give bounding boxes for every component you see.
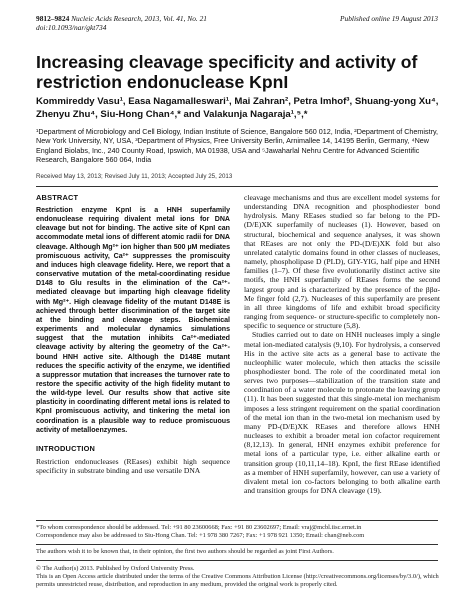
intro-paragraph-2: Studies carried out to date on HNH nucleases imply a single metal ion-mediated catalysis (9,10). For hydrolysis, a conserved His in the active site acts as a general base to activate the nucleophilic water molecule, which then attacks the scissile phosphodiester bond. The role of the coordinated metal ion serves two purposes—stabilization of the transition state and coordination of a water molecule to protonate the leaving group (11). It has been suggested that this single-metal ion mechanism imposes a less stringent requirement on the spatial coordination of the metal ion than in the two-metal ion mechanism used by many PD-(D/E)XK REases and therefore allows HNH nucleases to exhibit a broader metal ion cofactor requirement (8,12,13). In general, HNH enzymes exhibit preference for metal ions of a particular type, i.e. either alkaline earth or transition group (10,11,14–18). KpnI, the first REase identified as a member of HNH superfamily, however, can use a variety of divalent metal ion co-factors belonging to both alkaline earth and transition groups for DNA cleavage (19). [244,330,440,495]
correspondence-2: Correspondence may also be addressed to Siu-Hong Chan. Tel: +1 978 380 7267; Fax: +1 978 921 1350; Email: chan@neb.com [36,532,365,539]
submission-dates: Received May 13, 2013; Revised July 11, 2013; Accepted July 25, 2013 [36,173,233,180]
left-column [36,193,230,475]
published-date: Published online 19 August 2013 [340,14,438,23]
journal-name: Nucleic Acids Research, 2013, Vol. 41, No. 21 [69,14,207,23]
correspondence-notes [36,524,444,540]
journal-citation [36,14,207,32]
copyright-line: © The Author(s) 2013. Published by Oxford University Press. [36,565,195,572]
footnote-divider [36,520,438,521]
journal-header [36,14,438,32]
introduction-text: Restriction endonucleases (REases) exhibit high sequence specificity in substrate binding and use versatile DNA [36,456,230,476]
author-list: Kommireddy Vasu¹, Easa Nagamalleswari¹, Mai Zahran², Petra Imhof³, Shuang-yong Xu⁴, Zhenyu Zhu⁴, Siu-Hong Chan⁴,* and Valakunja Nagaraja¹,⁵,* [36,96,439,120]
author-note [36,548,444,556]
header-divider [36,186,438,187]
abstract-text: Restriction enzyme KpnI is a HNH superfamily endonuclease requiring divalent metal ions for DNA cleavage but not for binding. The active site of KpnI can accommodate metal ions of different atomic radii for DNA cleavage. Although Mg²⁺ ion higher than 500 µM mediates promiscuous activity, Ca²⁺ suppresses the promiscuity and induces high cleavage fidelity. Here, we report that a conservative mutation of the metal-coordinating residue D148 to Glu results in the elimination of the Ca²⁺-mediated cleavage but imparting high cleavage fidelity with Mg²⁺. High cleavage fidelity of the mutant D148E is achieved through better discrimination of the target site at the binding and cleavage steps. Biochemical experiments and molecular dynamics simulations suggest that the mutation inhibits Ca²⁺-mediated cleavage activity by altering the geometry of the Ca²⁺-bound HNH active site. Although the D148E mutant reduces the specific activity of the enzyme, we identified a suppressor mutation that increases the turnover rate to restore the specific activity of the high fidelity mutant to the wild-type level. Our results show that active site plasticity in coordinating different metal ions is related to KpnI promiscuous activity, and tinkering the metal ion coordination is a plausible way to reduce promiscuous activity of metalloenzymes. [36,207,230,434]
correspondence-1: *To whom correspondence should be addressed. Tel: +91 80 23600668; Fax: +91 80 23602697; Email: vraj@mcbl.iisc.ernet.in [36,524,362,531]
footnote-divider-2 [36,544,438,545]
joint-first-authors-note: The authors wish it to be known that, in their opinion, the first two authors should be regarded as joint First Authors. [36,548,334,555]
affiliations: ¹Department of Microbiology and Cell Biology, Indian Institute of Science, Bangalore 560 012, India, ²Department of Chemistry, New York University, NY, USA, ³Department of Physics, Free University Berlin, Arnimallee 14, 14195 Berlin, Germany, ⁴New England Biolabs, Inc., 240 County Road, Ipswich, MA 01938, USA and ⁵Jawaharlal Nehru Centre for Advanced Scientific Research, Bangalore 560 064, India [36,127,439,164]
footnote-divider-3 [36,560,438,561]
right-column [244,193,440,495]
doi: doi:10.1093/nar/gkt734 [36,23,107,32]
abstract-heading: ABSTRACT [36,193,79,202]
intro-paragraph-1: cleavage mechanisms and thus are excellent model systems for understanding DNA recognition and phosphodiester bond hydrolysis. Many REases studied so far belong to the PD-(D/E)XK superfamily of nucleases (1). However, based on structural, biochemical and sequence analyses, it was shown that REases are not only the PD-(D/E)XK fold but also unrelated catalytic domains found in other classes of nucleases, namely, phospholipase D (PLD), GIY-YIG, half pipe and HNH families (1–7). Of these five evolutionarily distinct active site motifs, the HNH superfamily of REases forms the second largest group and is characterized by the presence of the ββα-Me finger fold (2,7). Nucleases of this superfamily are present in all three kingdoms of life and exhibit broad specificity ranging from sequence- or structure-specific to completely non-specific to sequence or structure (5,8). [244,193,440,331]
introduction-heading: INTRODUCTION [36,443,96,453]
license-text: This is an Open Access article distributed under the terms of the Creative Commons Attribution License (http://creativecommons.org/licenses/by/3.0/), which permits unrestricted reuse, distribution, and reproduction in any medium, provided the original work is properly cited. [36,573,439,588]
copyright-block [36,565,444,589]
page-range: 9812–9824 [36,14,70,23]
article-title: Increasing cleavage specificity and activity of restriction endonuclease KpnI [36,52,418,92]
